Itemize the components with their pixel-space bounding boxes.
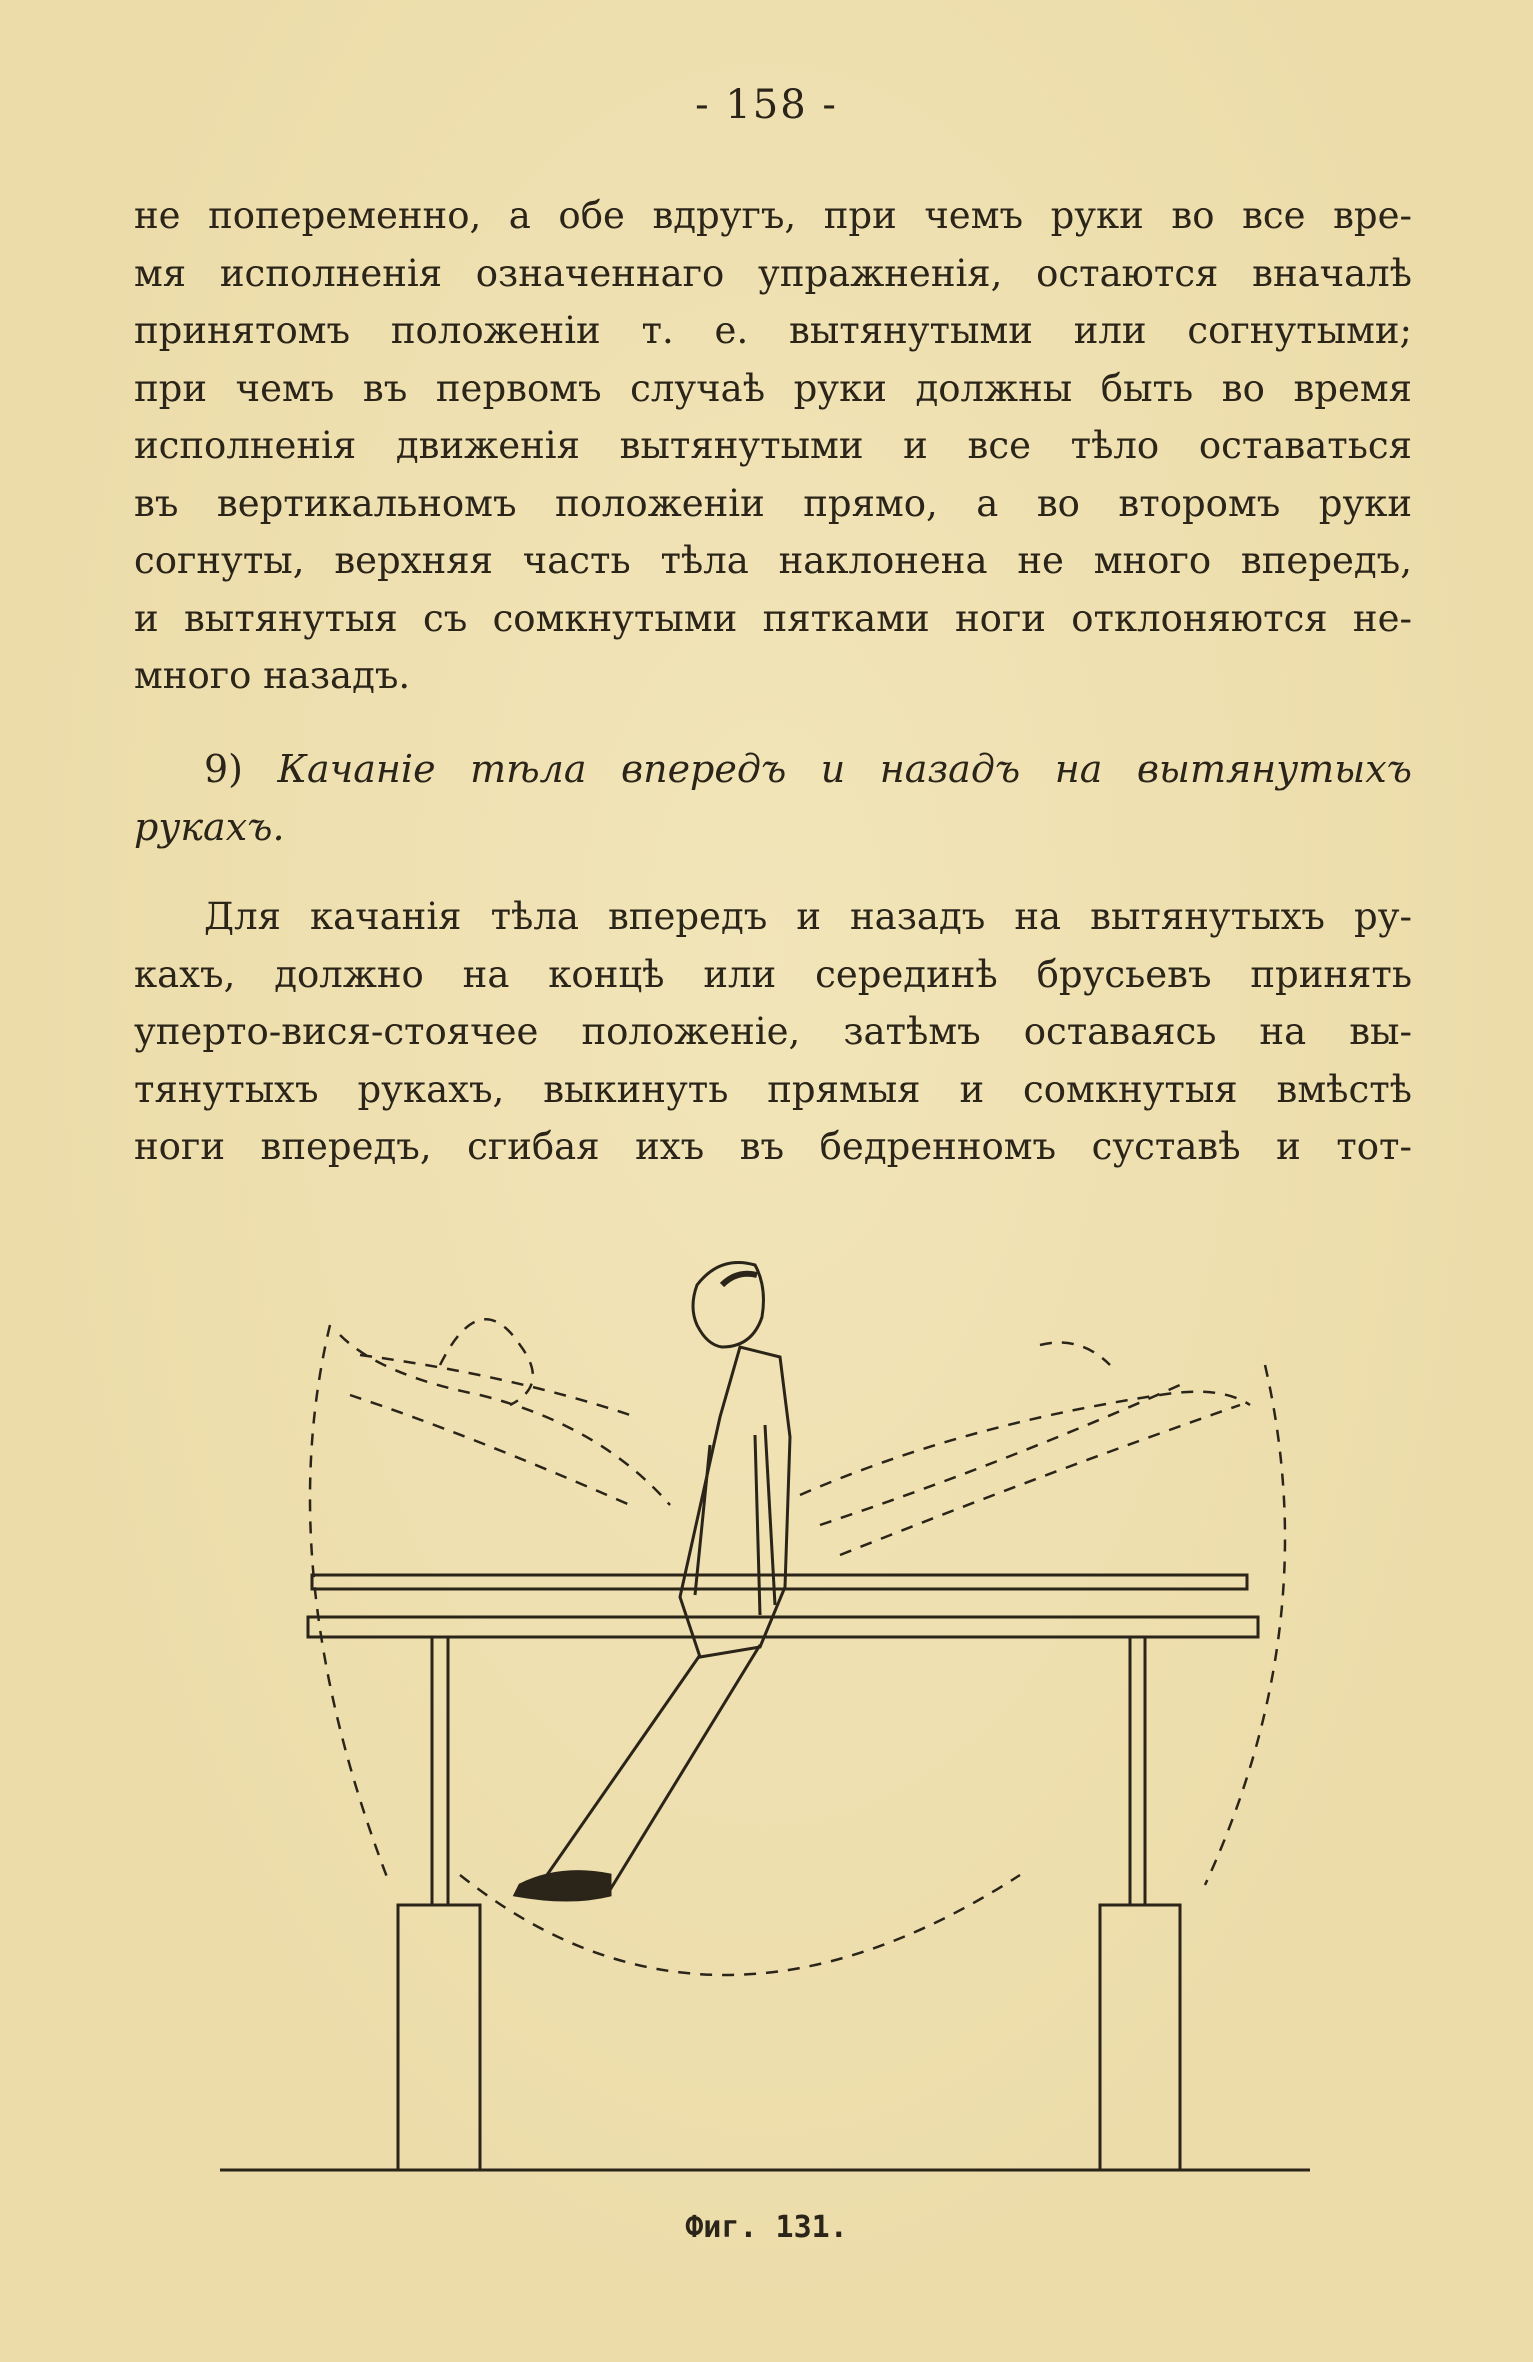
text-line: Для качанія тѣла впередъ и назадъ на вытянутыхъ ру- [204, 895, 1412, 938]
text-line: при чемъ въ первомъ случаѣ руки должны быть во время [134, 366, 1412, 410]
figure-caption: Фиг. 131. [685, 2210, 848, 2245]
text-line: принятомъ положеніи т. е. вытянутыми или согнутыми; [134, 309, 1412, 352]
section-heading [134, 740, 1412, 855]
bar-base [398, 1905, 480, 2170]
heading-line: рукахъ. [134, 804, 285, 849]
text-line: мя исполненія означеннаго упражненія, остаются вначалѣ [134, 251, 1412, 295]
bar-base [1100, 1905, 1180, 2170]
text-line: уперто-вися-стоячее положеніе, затѣмъ оставаясь на вы- [134, 1010, 1412, 1053]
heading-line [134, 740, 1412, 798]
section-number: 9) [204, 747, 244, 791]
paragraph-continued [134, 187, 1412, 705]
text-line: и вытянутыя съ сомкнутыми пятками ноги отклоняются не- [134, 596, 1412, 640]
text-line: ноги впередъ, сгибая ихъ въ бедренномъ суставѣ и тот- [134, 1125, 1412, 1168]
page-number: - 158 - [695, 82, 838, 128]
paragraph-body [134, 888, 1412, 1176]
figure-illustration [200, 1225, 1340, 2185]
gymnast-leg [540, 1655, 700, 1885]
heading-text: Качаніе тѣла впередъ и назадъ на вытянутыхъ [277, 747, 1412, 791]
swing-arc-left [310, 1325, 390, 1885]
text-line: кахъ, должно на концѣ или серединѣ брусьевъ принять [134, 952, 1412, 996]
text-line: много назадъ. [134, 654, 411, 697]
text-line: тянутыхъ рукахъ, выкинуть прямыя и сомкнутыя вмѣстѣ [134, 1067, 1412, 1111]
text-line: исполненія движенія вытянутыми и все тѣло оставаться [134, 424, 1412, 467]
gymnast-torso [680, 1347, 790, 1657]
gymnast-foot [515, 1872, 610, 1900]
text-line: согнуты, верхняя часть тѣла наклонена не много впередъ, [134, 539, 1412, 582]
text-line: въ вертикальномъ положеніи прямо, а во второмъ руки [134, 481, 1412, 525]
text-line: не попеременно, а обе вдругъ, при чемъ руки во все вре- [134, 194, 1412, 237]
bar-rail-back [312, 1575, 1247, 1589]
bar-rail-front [308, 1617, 1258, 1637]
swing-arc-right [1205, 1365, 1285, 1885]
gymnast-arm [765, 1425, 775, 1605]
